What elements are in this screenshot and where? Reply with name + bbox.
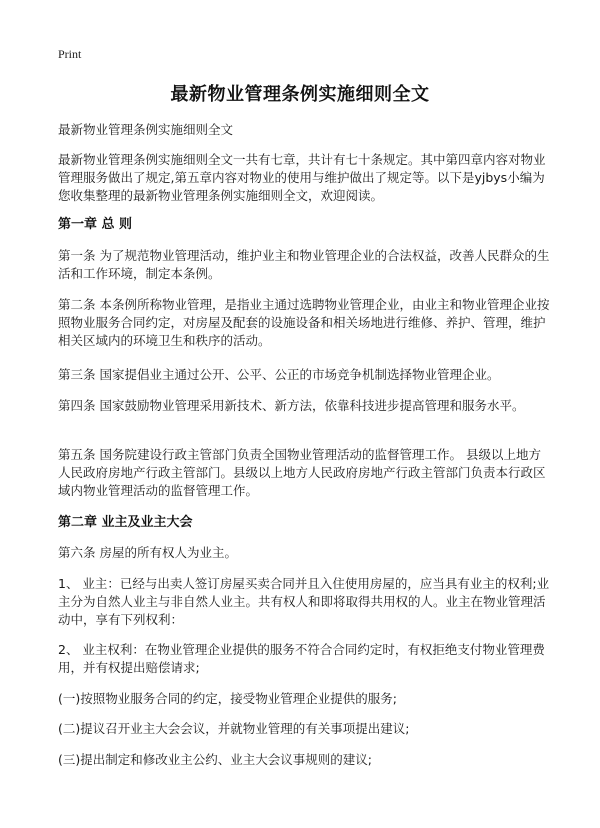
print-link[interactable]: Print <box>58 47 82 61</box>
article-2: 第二条 本条例所称物业管理，是指业主通过选聘物业管理企业，由业主和物业管理企业按照物业服务合同约定，对房屋及配套的设施设备和相关场地进行维修、养护、管理，维护相关区域内的环境卫生和秩序的活动。 <box>58 297 550 348</box>
intro-paragraph: 最新物业管理条例实施细则全文一共有七章，共计有七十条规定。其中第四章内容对物业管理服务做出了规定,第五章内容对物业的使用与维护做出了规定等。以下是yjbys小编为您收集整理的最新物业管理条例实施细则全文，欢迎阅读。 <box>58 152 546 203</box>
article-6: 第六条 房屋的所有权人为业主。 <box>58 545 237 560</box>
right-item-2: (二)提议召开业主大会会议，并就物业管理的有关事项提出建议; <box>58 721 410 736</box>
chapter-1-heading: 第一章 总 则 <box>58 217 133 232</box>
subtitle: 最新物业管理条例实施细则全文 <box>58 122 234 137</box>
right-item-3: (三)提出制定和修改业主公约、业主大会议事规则的建议; <box>58 752 372 767</box>
chapter-2-heading: 第二章 业主及业主大会 <box>58 515 193 530</box>
right-item-1: (一)按照物业服务合同的约定，接受物业管理企业提供的服务; <box>58 691 397 706</box>
owner-rights-paragraph: 2、 业主权利：在物业管理企业提供的服务不符合合同约定时，有权拒绝支付物业管理费用，并有权提出赔偿请求; <box>58 642 545 675</box>
owner-definition-paragraph: 1、 业主：已经与出卖人签订房屋买卖合同并且入住使用房屋的，应当具有业主的权利;业主分为自然人业主与非自然人业主。共有权人和即将取得共用权的人。业主在物业管理活动中，享有下列权利： <box>58 576 550 627</box>
article-1: 第一条 为了规范物业管理活动，维护业主和物业管理企业的合法权益，改善人民群众的生活和工作环境，制定本条例。 <box>58 248 550 281</box>
article-3: 第三条 国家提倡业主通过公开、公平、公正的市场竞争机制选择物业管理企业。 <box>58 367 500 382</box>
document-title: 最新物业管理条例实施细则全文 <box>170 84 430 105</box>
article-5: 第五条 国务院建设行政主管部门负责全国物业管理活动的监督管理工作。 县级以上地方人民政府房地产行政主管部门。县级以上地方人民政府房地产行政主管部门负责本行政区域内物业管理活动的监督管理工作。 <box>58 447 546 498</box>
article-4: 第四条 国家鼓励物业管理采用新技术、新方法，依靠科技进步提高管理和服务水平。 <box>58 398 525 413</box>
